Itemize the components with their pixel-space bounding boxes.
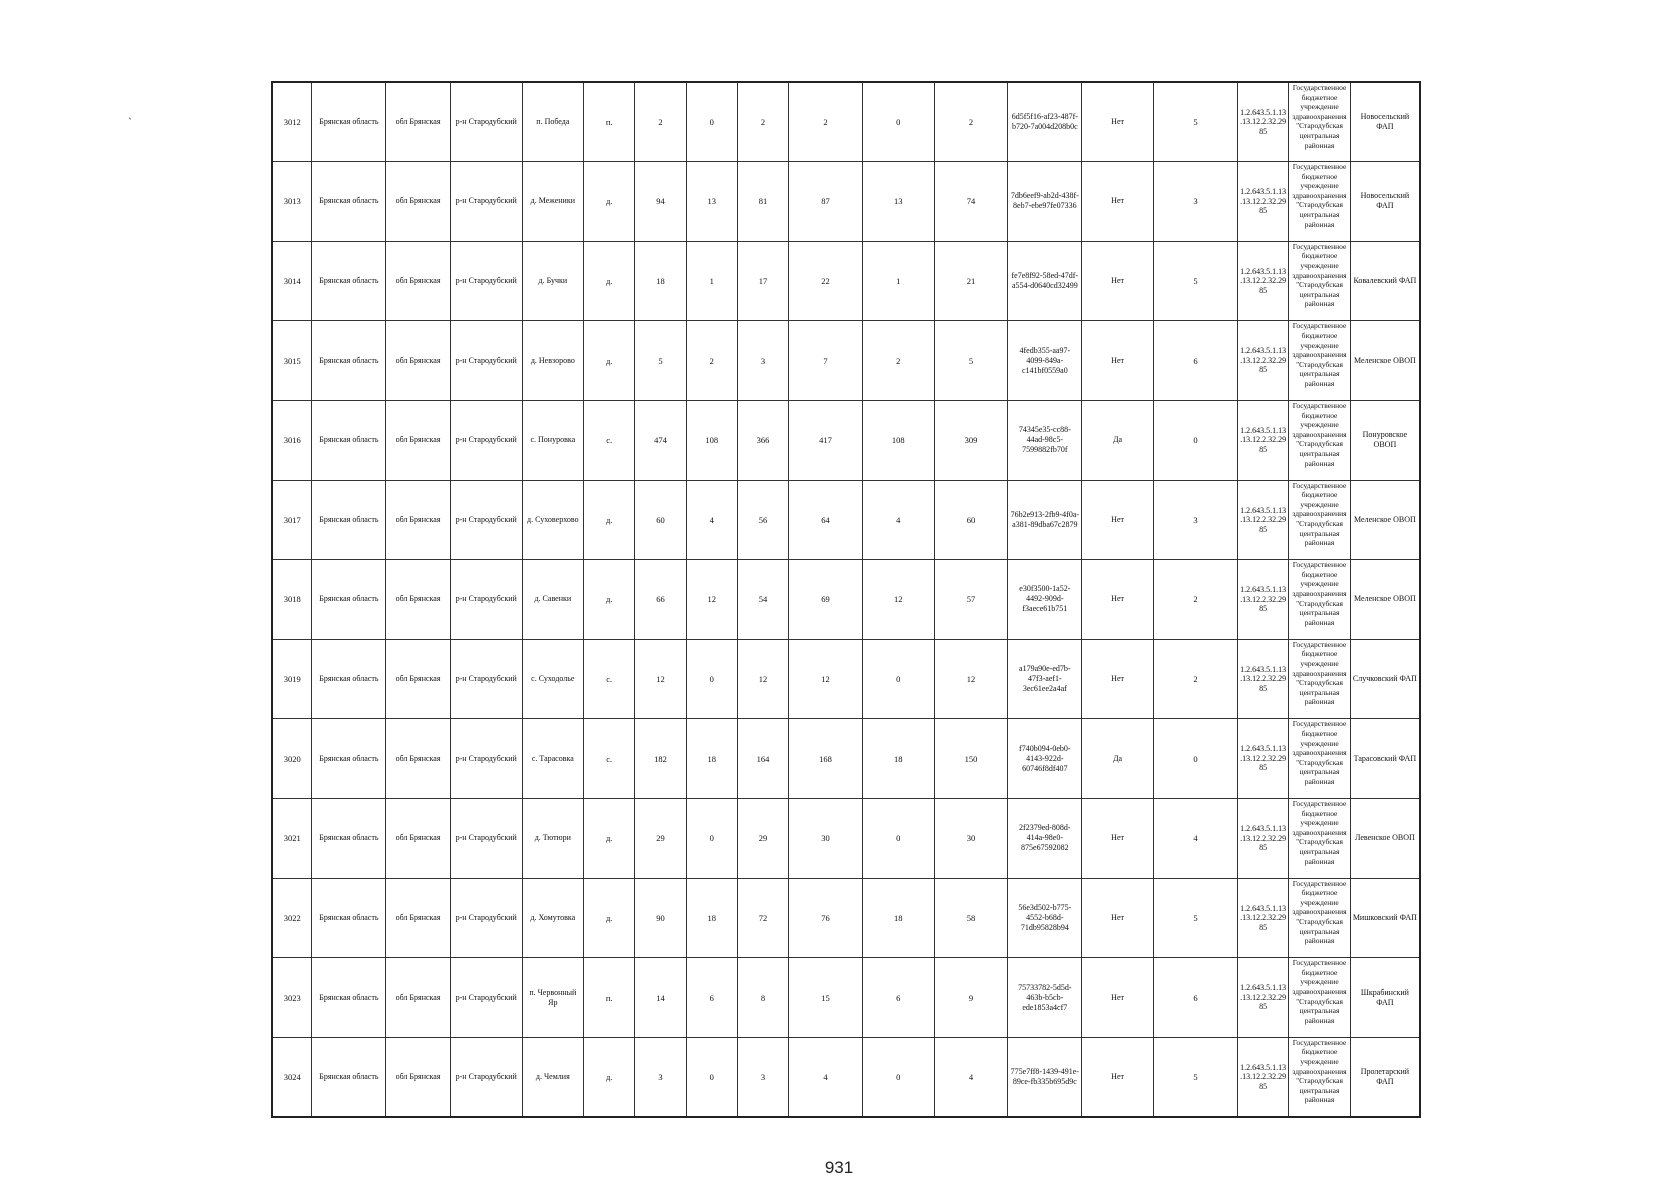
value-3-cell: 164	[737, 719, 788, 799]
flag-cell: Нет	[1082, 1037, 1154, 1117]
value-3-cell: 81	[737, 162, 788, 242]
district-cell: р-н Стародубский	[450, 480, 522, 560]
guid-cell: 56e3d502-b775-4552-b68d-71db95828b94	[1008, 878, 1082, 958]
district-cell: р-н Стародубский	[450, 560, 522, 640]
value-2-cell: 1	[686, 241, 737, 321]
table-row	[272, 241, 1420, 321]
settlement-cell: д. Невзорово	[522, 321, 584, 401]
value-6-cell: 9	[934, 958, 1008, 1038]
settlement-cell: д. Чемлия	[522, 1037, 584, 1117]
table-row	[272, 878, 1420, 958]
row-id-cell: 3016	[272, 400, 312, 480]
settlement-cell: с. Тарасовка	[522, 719, 584, 799]
value-5-cell: 6	[862, 958, 934, 1038]
count-cell: 3	[1153, 162, 1237, 242]
oid-cell: 1.2.643.5.1.13.13.12.2.32.2985	[1238, 958, 1289, 1038]
value-2-cell: 0	[686, 1037, 737, 1117]
district-cell: р-н Стародубский	[450, 400, 522, 480]
value-5-cell: 12	[862, 560, 934, 640]
region-cell: Брянская область	[312, 958, 386, 1038]
medical-unit-cell: Понуровское ОВОП	[1350, 400, 1420, 480]
oid-cell: 1.2.643.5.1.13.13.12.2.32.2985	[1238, 878, 1289, 958]
page-number: 931	[824, 1158, 854, 1177]
row-id-cell: 3017	[272, 480, 312, 560]
guid-cell: 74345e35-cc88-44ad-98c5-7599882fb70f	[1008, 400, 1082, 480]
value-5-cell: 18	[862, 719, 934, 799]
oblast-cell: обл Брянская	[386, 480, 451, 560]
flag-cell: Нет	[1082, 241, 1154, 321]
district-cell: р-н Стародубский	[450, 1037, 522, 1117]
settlement-type-cell: д.	[584, 162, 635, 242]
organization-cell: Государственное бюджетное учреждение здравоохранения "Стародубская центральная районная	[1289, 162, 1351, 242]
value-3-cell: 56	[737, 480, 788, 560]
row-id-cell: 3012	[272, 82, 312, 162]
value-6-cell: 60	[934, 480, 1008, 560]
region-cell: Брянская область	[312, 241, 386, 321]
oid-cell: 1.2.643.5.1.13.13.12.2.32.2985	[1238, 321, 1289, 401]
value-5-cell: 4	[862, 480, 934, 560]
oid-cell: 1.2.643.5.1.13.13.12.2.32.2985	[1238, 719, 1289, 799]
flag-cell: Нет	[1082, 878, 1154, 958]
settlement-cell: с. Суходолье	[522, 639, 584, 719]
guid-cell: 7db6eef9-ab2d-438f-8eb7-ebe97fe07336	[1008, 162, 1082, 242]
table-row	[272, 560, 1420, 640]
guid-cell: f740b094-0eb0-4143-922d-60746f8df407	[1008, 719, 1082, 799]
value-6-cell: 21	[934, 241, 1008, 321]
value-5-cell: 18	[862, 878, 934, 958]
district-cell: р-н Стародубский	[450, 162, 522, 242]
medical-unit-cell: Пролетарский ФАП	[1350, 1037, 1420, 1117]
settlement-type-cell: д.	[584, 321, 635, 401]
value-4-cell: 15	[789, 958, 863, 1038]
row-id-cell: 3014	[272, 241, 312, 321]
flag-cell: Нет	[1082, 162, 1154, 242]
region-cell: Брянская область	[312, 162, 386, 242]
count-cell: 5	[1153, 1037, 1237, 1117]
value-5-cell: 0	[862, 1037, 934, 1117]
table-row	[272, 162, 1420, 242]
settlement-type-cell: д.	[584, 878, 635, 958]
value-5-cell: 0	[862, 639, 934, 719]
flag-cell: Нет	[1082, 798, 1154, 878]
flag-cell: Нет	[1082, 958, 1154, 1038]
region-cell: Брянская область	[312, 1037, 386, 1117]
guid-cell: e30f3500-1a52-4492-909d-f3aece61b751	[1008, 560, 1082, 640]
guid-cell: 6d5f5f16-af23-487f-b720-7a004d208b0c	[1008, 82, 1082, 162]
organization-cell: Государственное бюджетное учреждение здравоохранения "Стародубская центральная районная	[1289, 321, 1351, 401]
guid-cell: 775e7ff8-1439-491e-89ce-fb335b695d9c	[1008, 1037, 1082, 1117]
oid-cell: 1.2.643.5.1.13.13.12.2.32.2985	[1238, 639, 1289, 719]
value-2-cell: 108	[686, 400, 737, 480]
district-cell: р-н Стародубский	[450, 798, 522, 878]
oblast-cell: обл Брянская	[386, 321, 451, 401]
value-1-cell: 94	[635, 162, 686, 242]
value-6-cell: 58	[934, 878, 1008, 958]
count-cell: 3	[1153, 480, 1237, 560]
organization-cell: Государственное бюджетное учреждение здравоохранения "Стародубская центральная районная	[1289, 798, 1351, 878]
value-2-cell: 4	[686, 480, 737, 560]
count-cell: 5	[1153, 82, 1237, 162]
value-3-cell: 17	[737, 241, 788, 321]
value-4-cell: 76	[789, 878, 863, 958]
value-1-cell: 2	[635, 82, 686, 162]
settlement-type-cell: п.	[584, 958, 635, 1038]
oid-cell: 1.2.643.5.1.13.13.12.2.32.2985	[1238, 560, 1289, 640]
count-cell: 6	[1153, 958, 1237, 1038]
district-cell: р-н Стародубский	[450, 958, 522, 1038]
oid-cell: 1.2.643.5.1.13.13.12.2.32.2985	[1238, 1037, 1289, 1117]
value-1-cell: 182	[635, 719, 686, 799]
value-2-cell: 13	[686, 162, 737, 242]
value-5-cell: 1	[862, 241, 934, 321]
settlement-cell: д. Хомутовка	[522, 878, 584, 958]
count-cell: 5	[1153, 241, 1237, 321]
value-6-cell: 309	[934, 400, 1008, 480]
oblast-cell: обл Брянская	[386, 878, 451, 958]
flag-cell: Да	[1082, 719, 1154, 799]
count-cell: 4	[1153, 798, 1237, 878]
region-cell: Брянская область	[312, 719, 386, 799]
region-cell: Брянская область	[312, 560, 386, 640]
oblast-cell: обл Брянская	[386, 958, 451, 1038]
value-2-cell: 12	[686, 560, 737, 640]
value-4-cell: 417	[789, 400, 863, 480]
oblast-cell: обл Брянская	[386, 798, 451, 878]
value-3-cell: 29	[737, 798, 788, 878]
table-row	[272, 1037, 1420, 1117]
settlements-table	[271, 81, 1421, 1118]
value-3-cell: 366	[737, 400, 788, 480]
value-1-cell: 3	[635, 1037, 686, 1117]
oid-cell: 1.2.643.5.1.13.13.12.2.32.2985	[1238, 162, 1289, 242]
value-4-cell: 12	[789, 639, 863, 719]
count-cell: 6	[1153, 321, 1237, 401]
flag-cell: Нет	[1082, 82, 1154, 162]
district-cell: р-н Стародубский	[450, 878, 522, 958]
oblast-cell: обл Брянская	[386, 241, 451, 321]
table-row	[272, 400, 1420, 480]
organization-cell: Государственное бюджетное учреждение здравоохранения "Стародубская центральная районная	[1289, 958, 1351, 1038]
value-1-cell: 60	[635, 480, 686, 560]
organization-cell: Государственное бюджетное учреждение здравоохранения "Стародубская центральная районная	[1289, 878, 1351, 958]
region-cell: Брянская область	[312, 639, 386, 719]
row-id-cell: 3020	[272, 719, 312, 799]
medical-unit-cell: Мишковский ФАП	[1350, 878, 1420, 958]
medical-unit-cell: Меленское ОВОП	[1350, 321, 1420, 401]
settlement-cell: д. Меженики	[522, 162, 584, 242]
value-5-cell: 0	[862, 82, 934, 162]
table-row	[272, 639, 1420, 719]
oid-cell: 1.2.643.5.1.13.13.12.2.32.2985	[1238, 480, 1289, 560]
organization-cell: Государственное бюджетное учреждение здравоохранения "Стародубская центральная районная	[1289, 560, 1351, 640]
value-2-cell: 6	[686, 958, 737, 1038]
value-4-cell: 64	[789, 480, 863, 560]
value-5-cell: 0	[862, 798, 934, 878]
count-cell: 2	[1153, 639, 1237, 719]
row-id-cell: 3018	[272, 560, 312, 640]
region-cell: Брянская область	[312, 321, 386, 401]
settlement-type-cell: д.	[584, 1037, 635, 1117]
settlement-type-cell: с.	[584, 639, 635, 719]
value-6-cell: 4	[934, 1037, 1008, 1117]
value-1-cell: 18	[635, 241, 686, 321]
oblast-cell: обл Брянская	[386, 400, 451, 480]
value-6-cell: 5	[934, 321, 1008, 401]
value-6-cell: 74	[934, 162, 1008, 242]
medical-unit-cell: Меленское ОВОП	[1350, 560, 1420, 640]
oblast-cell: обл Брянская	[386, 639, 451, 719]
flag-cell: Нет	[1082, 560, 1154, 640]
guid-cell: fe7e8f92-58ed-47df-a554-d0640cd32499	[1008, 241, 1082, 321]
oid-cell: 1.2.643.5.1.13.13.12.2.32.2985	[1238, 241, 1289, 321]
value-2-cell: 2	[686, 321, 737, 401]
table-row	[272, 82, 1420, 162]
value-3-cell: 3	[737, 1037, 788, 1117]
row-id-cell: 3015	[272, 321, 312, 401]
settlement-cell: п. Червонный Яр	[522, 958, 584, 1038]
organization-cell: Государственное бюджетное учреждение здравоохранения "Стародубская центральная районная	[1289, 241, 1351, 321]
medical-unit-cell: Левенское ОВОП	[1350, 798, 1420, 878]
value-6-cell: 12	[934, 639, 1008, 719]
flag-cell: Нет	[1082, 480, 1154, 560]
medical-unit-cell: Меленское ОВОП	[1350, 480, 1420, 560]
guid-cell: 2f2379ed-808d-414a-98e0-875e67592082	[1008, 798, 1082, 878]
value-3-cell: 54	[737, 560, 788, 640]
value-4-cell: 168	[789, 719, 863, 799]
value-2-cell: 18	[686, 719, 737, 799]
value-6-cell: 30	[934, 798, 1008, 878]
value-1-cell: 5	[635, 321, 686, 401]
value-2-cell: 18	[686, 878, 737, 958]
guid-cell: 75733782-5d5d-463b-b5cb-ede1853a4cf7	[1008, 958, 1082, 1038]
value-4-cell: 22	[789, 241, 863, 321]
region-cell: Брянская область	[312, 878, 386, 958]
oid-cell: 1.2.643.5.1.13.13.12.2.32.2985	[1238, 400, 1289, 480]
value-4-cell: 87	[789, 162, 863, 242]
district-cell: р-н Стародубский	[450, 639, 522, 719]
district-cell: р-н Стародубский	[450, 321, 522, 401]
row-id-cell: 3013	[272, 162, 312, 242]
value-1-cell: 474	[635, 400, 686, 480]
value-5-cell: 13	[862, 162, 934, 242]
oid-cell: 1.2.643.5.1.13.13.12.2.32.2985	[1238, 798, 1289, 878]
table-row	[272, 480, 1420, 560]
flag-cell: Нет	[1082, 321, 1154, 401]
value-4-cell: 2	[789, 82, 863, 162]
district-cell: р-н Стародубский	[450, 82, 522, 162]
region-cell: Брянская область	[312, 798, 386, 878]
medical-unit-cell: Ковалевский ФАП	[1350, 241, 1420, 321]
value-4-cell: 7	[789, 321, 863, 401]
guid-cell: 76b2e913-2fb9-4f0a-a381-89dba67c2879	[1008, 480, 1082, 560]
value-6-cell: 57	[934, 560, 1008, 640]
guid-cell: 4fedb355-aa97-4099-849a-c141bf0559a0	[1008, 321, 1082, 401]
district-cell: р-н Стародубский	[450, 241, 522, 321]
table-row	[272, 798, 1420, 878]
settlement-cell: с. Понуровка	[522, 400, 584, 480]
settlement-type-cell: д.	[584, 798, 635, 878]
value-3-cell: 2	[737, 82, 788, 162]
settlement-type-cell: д.	[584, 560, 635, 640]
value-3-cell: 12	[737, 639, 788, 719]
settlement-type-cell: с.	[584, 719, 635, 799]
settlement-type-cell: д.	[584, 480, 635, 560]
oblast-cell: обл Брянская	[386, 560, 451, 640]
value-5-cell: 2	[862, 321, 934, 401]
organization-cell: Государственное бюджетное учреждение здравоохранения "Стародубская центральная районная	[1289, 400, 1351, 480]
scan-mark: `	[128, 115, 132, 129]
oblast-cell: обл Брянская	[386, 162, 451, 242]
value-5-cell: 108	[862, 400, 934, 480]
value-1-cell: 12	[635, 639, 686, 719]
value-1-cell: 29	[635, 798, 686, 878]
value-2-cell: 0	[686, 82, 737, 162]
settlement-cell: д. Савенки	[522, 560, 584, 640]
value-2-cell: 0	[686, 798, 737, 878]
oblast-cell: обл Брянская	[386, 82, 451, 162]
value-1-cell: 90	[635, 878, 686, 958]
row-id-cell: 3022	[272, 878, 312, 958]
value-4-cell: 4	[789, 1037, 863, 1117]
value-1-cell: 66	[635, 560, 686, 640]
value-4-cell: 30	[789, 798, 863, 878]
organization-cell: Государственное бюджетное учреждение здравоохранения "Стародубская центральная районная	[1289, 82, 1351, 162]
count-cell: 0	[1153, 719, 1237, 799]
row-id-cell: 3023	[272, 958, 312, 1038]
table-row	[272, 719, 1420, 799]
medical-unit-cell: Шкрабинский ФАП	[1350, 958, 1420, 1038]
settlement-cell: д. Суховерхово	[522, 480, 584, 560]
value-3-cell: 8	[737, 958, 788, 1038]
value-1-cell: 14	[635, 958, 686, 1038]
value-2-cell: 0	[686, 639, 737, 719]
settlement-type-cell: с.	[584, 400, 635, 480]
flag-cell: Нет	[1082, 639, 1154, 719]
medical-unit-cell: Случковский ФАП	[1350, 639, 1420, 719]
medical-unit-cell: Тарасовский ФАП	[1350, 719, 1420, 799]
settlement-type-cell: д.	[584, 241, 635, 321]
oid-cell: 1.2.643.5.1.13.13.12.2.32.2985	[1238, 82, 1289, 162]
region-cell: Брянская область	[312, 82, 386, 162]
guid-cell: a179a90e-ed7b-47f3-aef1-3ec61ee2a4af	[1008, 639, 1082, 719]
value-6-cell: 2	[934, 82, 1008, 162]
oblast-cell: обл Брянская	[386, 719, 451, 799]
table-row	[272, 321, 1420, 401]
organization-cell: Государственное бюджетное учреждение здравоохранения "Стародубская центральная районная	[1289, 639, 1351, 719]
settlement-cell: д. Тютюри	[522, 798, 584, 878]
organization-cell: Государственное бюджетное учреждение здравоохранения "Стародубская центральная районная	[1289, 480, 1351, 560]
row-id-cell: 3024	[272, 1037, 312, 1117]
region-cell: Брянская область	[312, 400, 386, 480]
count-cell: 0	[1153, 400, 1237, 480]
value-3-cell: 72	[737, 878, 788, 958]
settlement-cell: п. Победа	[522, 82, 584, 162]
medical-unit-cell: Новосельский ФАП	[1350, 162, 1420, 242]
table-row	[272, 958, 1420, 1038]
value-4-cell: 69	[789, 560, 863, 640]
table-body	[272, 82, 1420, 1117]
row-id-cell: 3021	[272, 798, 312, 878]
settlement-cell: д. Бучки	[522, 241, 584, 321]
row-id-cell: 3019	[272, 639, 312, 719]
value-3-cell: 3	[737, 321, 788, 401]
district-cell: р-н Стародубский	[450, 719, 522, 799]
settlement-type-cell: п.	[584, 82, 635, 162]
flag-cell: Да	[1082, 400, 1154, 480]
oblast-cell: обл Брянская	[386, 1037, 451, 1117]
organization-cell: Государственное бюджетное учреждение здравоохранения "Стародубская центральная районная	[1289, 1037, 1351, 1117]
medical-unit-cell: Новосельский ФАП	[1350, 82, 1420, 162]
count-cell: 5	[1153, 878, 1237, 958]
region-cell: Брянская область	[312, 480, 386, 560]
value-6-cell: 150	[934, 719, 1008, 799]
count-cell: 2	[1153, 560, 1237, 640]
organization-cell: Государственное бюджетное учреждение здравоохранения "Стародубская центральная районная	[1289, 719, 1351, 799]
